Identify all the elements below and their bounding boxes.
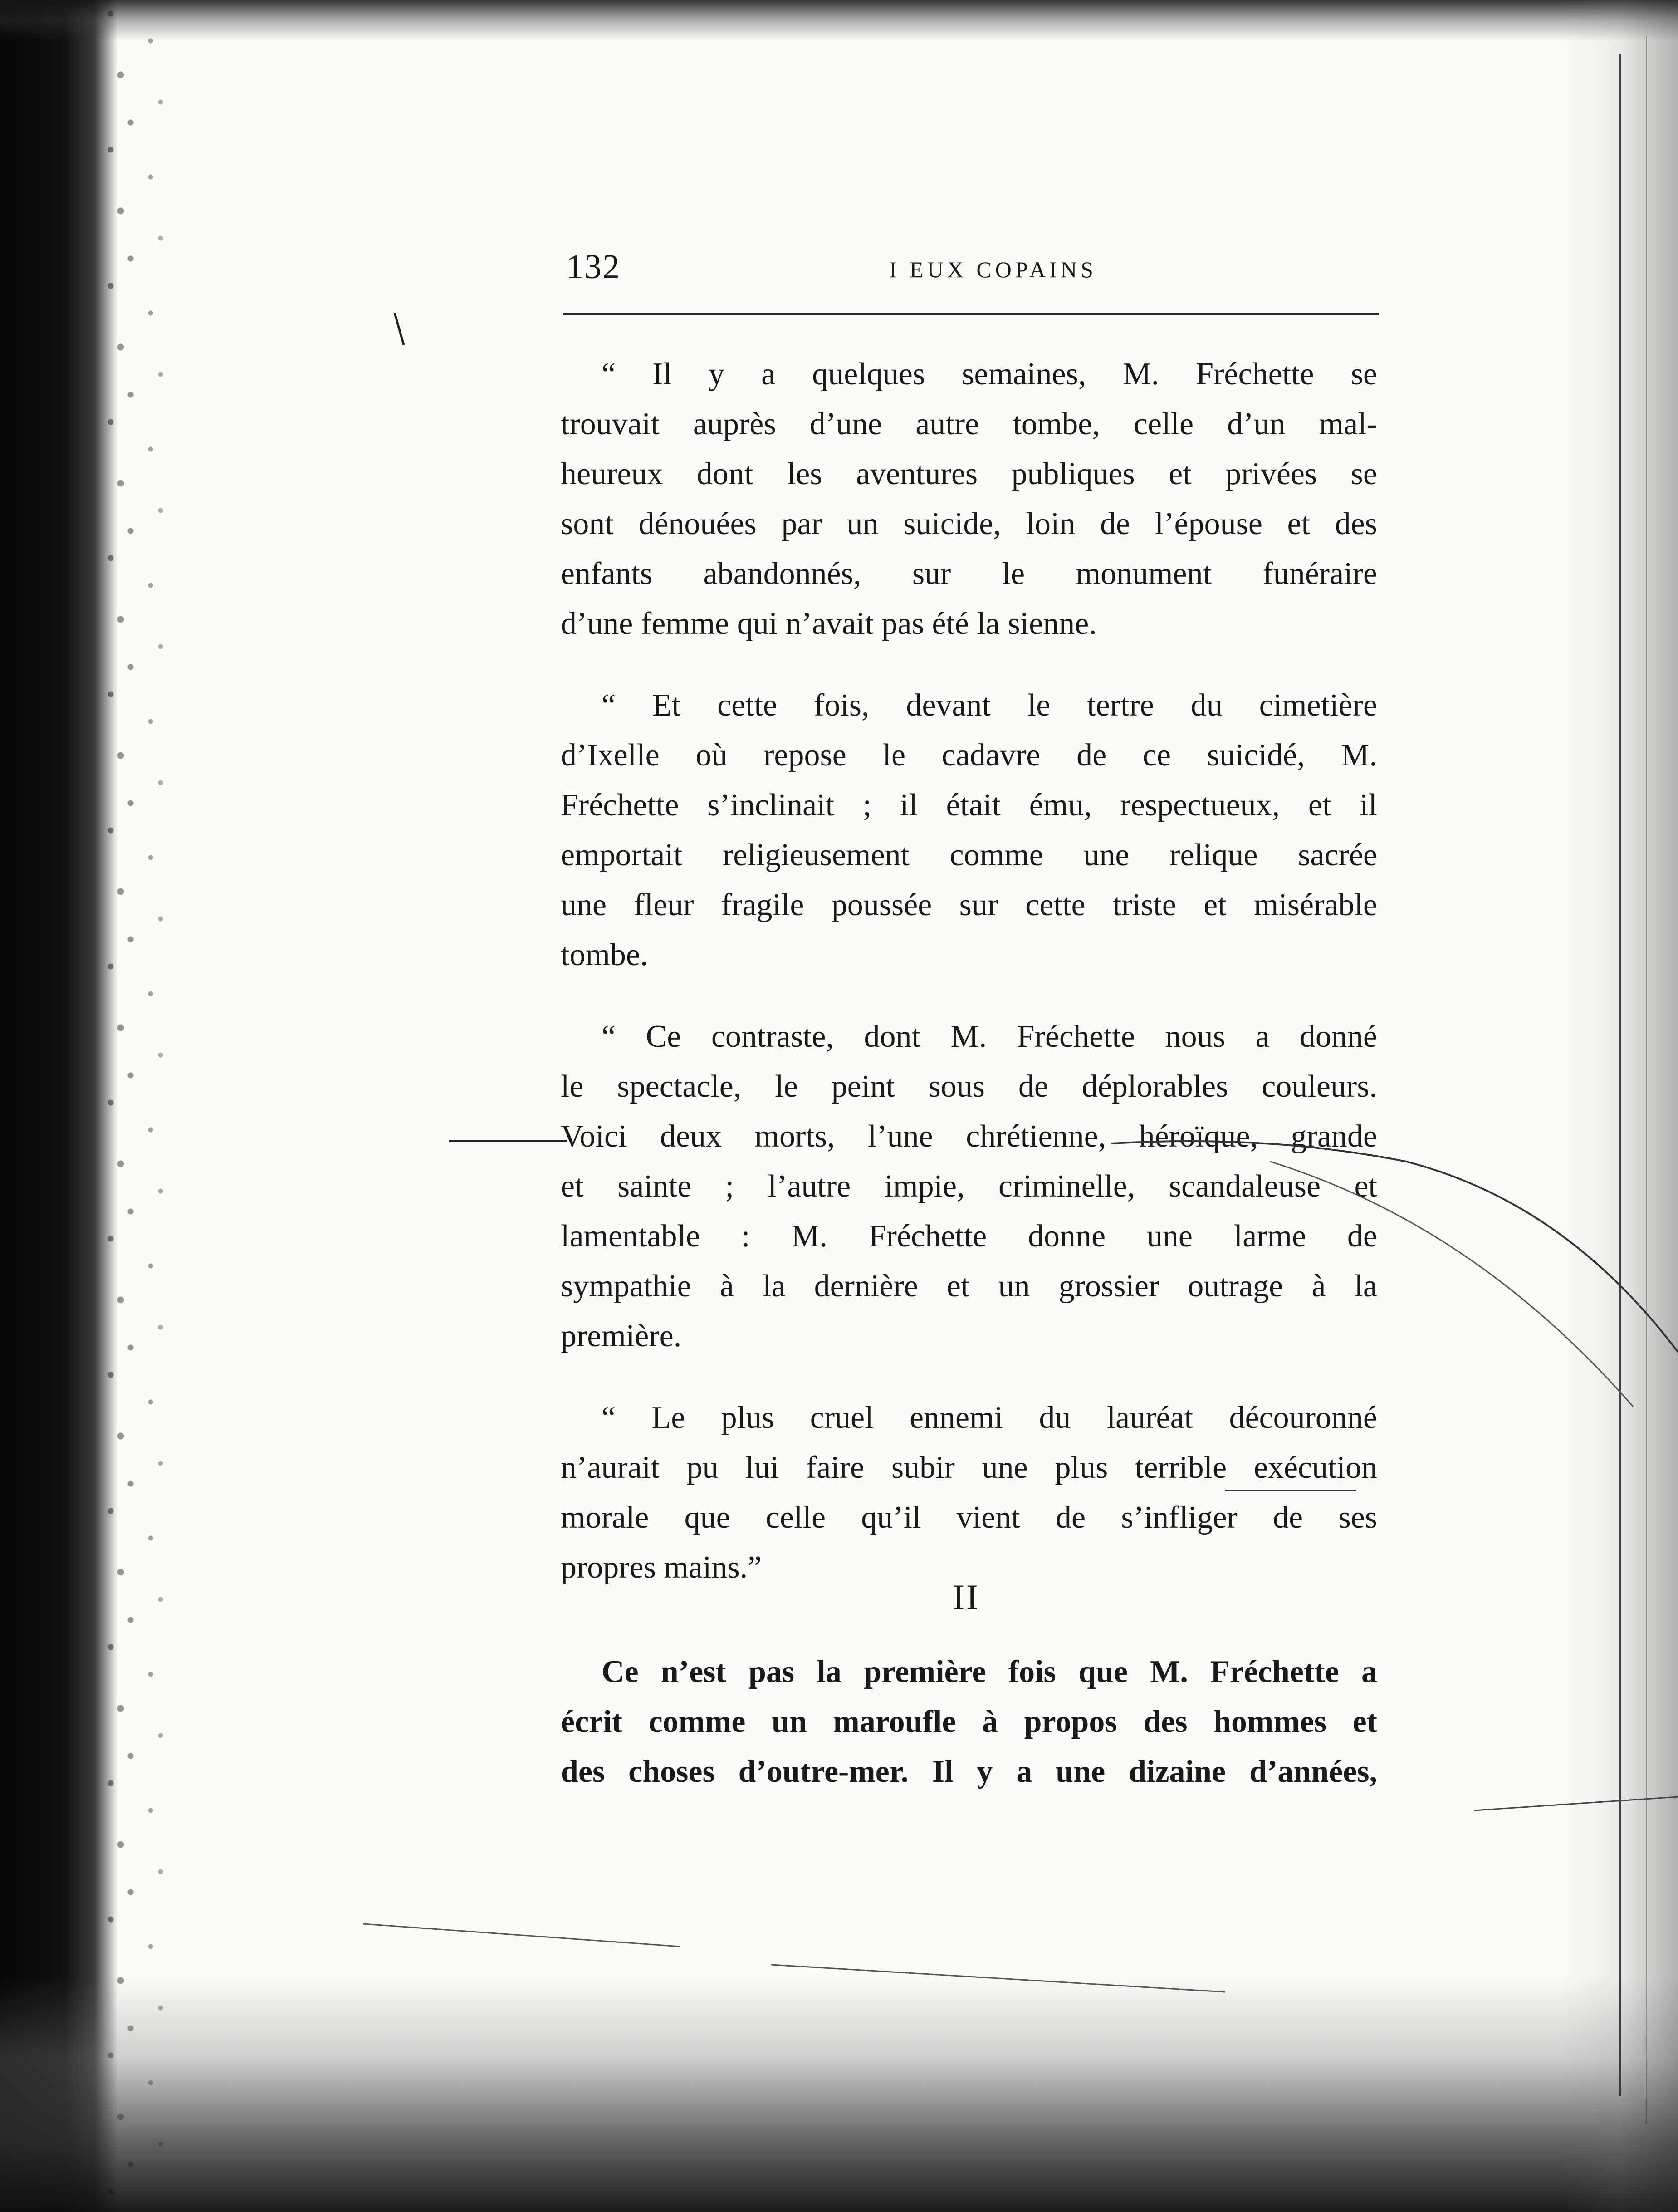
page-fold-line	[1619, 54, 1621, 2096]
paragraph-line: trouvait auprès d’une autre tombe, celle d’un mal-	[561, 407, 1377, 441]
scan-shadow-top	[0, 0, 1678, 41]
running-head: I EUX COPAINS	[889, 257, 1097, 282]
paragraph-line: lamentable : M. Fréchette donne une larme de	[561, 1219, 1377, 1254]
paragraph-line: n’aurait pu lui faire subir une plus terrible exécution	[561, 1450, 1377, 1485]
paragraph-4	[561, 1393, 1377, 1593]
paragraph-line: d’Ixelle où repose le cadavre de ce suicidé, M.	[561, 738, 1377, 773]
paragraph-line: des choses d’outre-mer. Il y a une dizaine d’années,	[561, 1754, 1377, 1789]
paragraph-line: “ Et cette fois, devant le tertre du cimetière	[602, 688, 1377, 723]
scan-speckle-left	[91, 0, 191, 2212]
paragraph-line: propres mains.”	[561, 1550, 762, 1585]
paragraph-line: le spectacle, le peint sous de déplorables couleurs.	[561, 1069, 1377, 1104]
section-two-paragraph	[561, 1647, 1377, 1797]
page-number: 132	[566, 248, 621, 286]
paragraph-line: première.	[561, 1319, 682, 1354]
paragraph-line: écrit comme un maroufle à propos des hommes et	[561, 1704, 1377, 1739]
paragraph-line: une fleur fragile poussée sur cette triste et misérable	[561, 888, 1377, 922]
paragraph-line: Voici deux morts, l’une chrétienne, héroïque, grande	[561, 1119, 1377, 1154]
paragraph-line: et sainte ; l’autre impie, criminelle, scandaleuse et	[561, 1169, 1377, 1204]
pencil-stray-line	[363, 1924, 680, 1947]
paragraph-line: “ Le plus cruel ennemi du lauréat découronné	[602, 1400, 1377, 1435]
page-fold-line-outer	[1646, 36, 1647, 2124]
section-numeral: II	[953, 1577, 980, 1617]
pencil-tick-mark	[395, 313, 404, 345]
paragraph-3	[561, 1012, 1377, 1361]
paragraph-line: morale que celle qu’il vient de s’infliger de ses	[561, 1500, 1377, 1535]
scan-shadow-bottom	[0, 1976, 1678, 2212]
paragraph-line: enfants abandonnés, sur le monument funéraire	[561, 556, 1377, 591]
paragraph-line: d’une femme qui n’avait pas été la sienne.	[561, 606, 1097, 641]
paragraph-line: sympathie à la dernière et un grossier outrage à la	[561, 1269, 1377, 1304]
header-rule	[563, 313, 1379, 315]
paragraph-line: emportait religieusement comme une relique sacrée	[561, 838, 1377, 873]
paragraph-line: sont dénouées par un suicide, loin de l’épouse et des	[561, 506, 1377, 541]
paragraph-line: “ Il y a quelques semaines, M. Fréchette se	[602, 357, 1377, 392]
paragraph-line: Ce n’est pas la première fois que M. Fréchette a	[602, 1654, 1377, 1689]
paragraph-line: heureux dont les aventures publiques et privées se	[561, 456, 1377, 491]
paragraph-2	[561, 681, 1377, 980]
paragraph-1	[561, 349, 1377, 649]
paragraph-line: Fréchette s’inclinait ; il était ému, respectueux, et il	[561, 788, 1377, 823]
paragraph-line: “ Ce contraste, dont M. Fréchette nous a donné	[602, 1019, 1377, 1054]
paragraph-line: tombe.	[561, 937, 648, 972]
